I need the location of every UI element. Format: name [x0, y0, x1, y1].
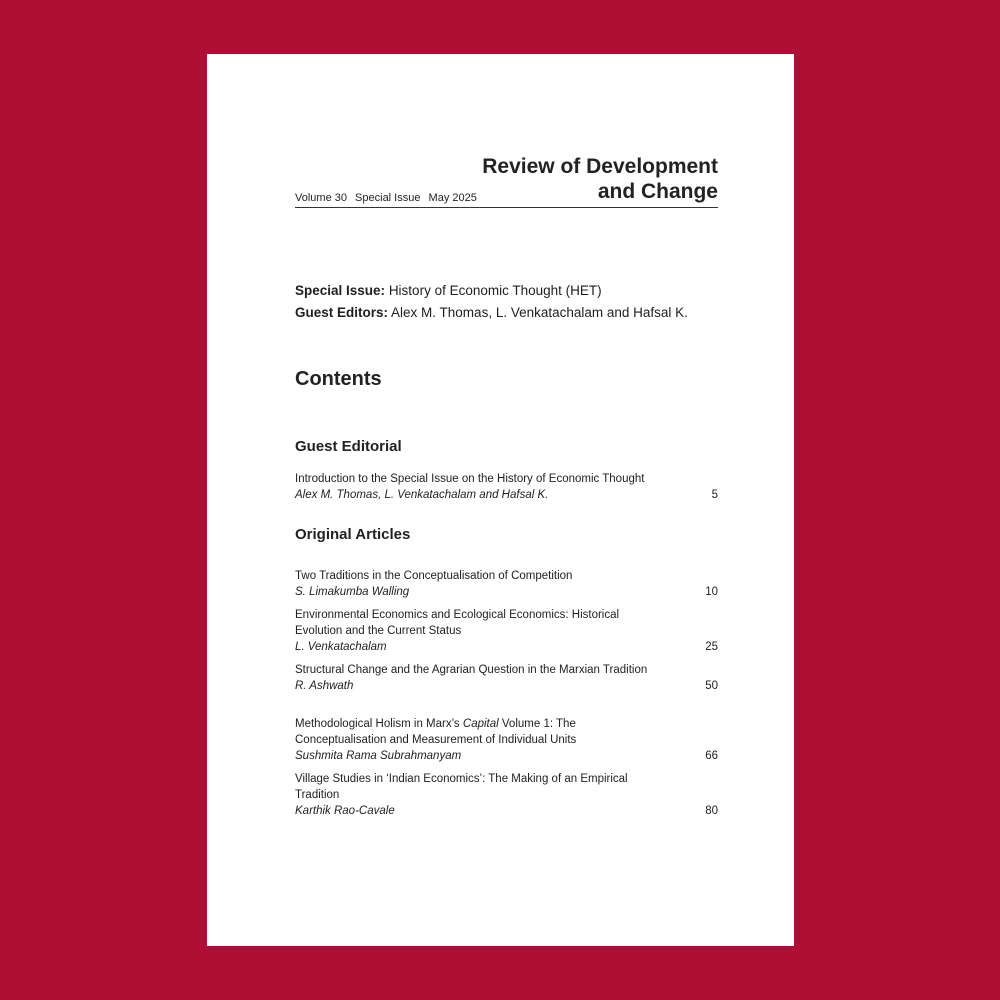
document-page	[207, 54, 794, 946]
special-issue-info	[295, 280, 718, 324]
toc-entry[interactable]	[295, 607, 718, 655]
guest-editorial-heading: Guest Editorial	[295, 438, 402, 455]
toc-entry[interactable]	[295, 662, 718, 694]
volume-label: Volume 30	[295, 192, 347, 204]
masthead	[295, 154, 718, 208]
toc-entry-page: 5	[711, 489, 718, 501]
toc-entry[interactable]	[295, 568, 718, 600]
toc-entry[interactable]	[295, 716, 718, 764]
toc-entry-title: Introduction to the Special Issue on the History of Economic Thought	[295, 473, 645, 485]
journal-title-line-2: and Change	[597, 180, 718, 203]
toc-entry-author: Sushmita Rama Subrahmanyam	[295, 750, 462, 762]
toc-entry-author: Alex M. Thomas, L. Venkatachalam and Hafsal K.	[295, 489, 549, 501]
special-issue-value: History of Economic Thought (HET)	[388, 283, 602, 298]
toc-entry-title: Two Traditions in the Conceptualisation of Competition	[295, 570, 573, 582]
guest-editors-label: Guest Editors:	[295, 305, 389, 320]
toc-entry-page: 66	[705, 750, 718, 762]
toc-entry-title-part: Volume 1: The Conceptualisation and Measurement of Individual Units	[295, 718, 577, 746]
toc-entry-title	[295, 716, 655, 748]
toc-entry-author: L. Venkatachalam	[295, 641, 387, 653]
special-issue-line	[295, 280, 718, 302]
toc-entry-author: Karthik Rao-Cavale	[295, 805, 395, 817]
toc-entry-title: Environmental Economics and Ecological Economics: Historical Evolution and the Current Status	[295, 609, 620, 637]
toc-entry[interactable]	[295, 771, 718, 819]
guest-editors-value: Alex M. Thomas, L. Venkatachalam and Hafsal K.	[391, 305, 688, 320]
toc-entry-title: Village Studies in ‘Indian Economics’: The Making of an Empirical Tradition	[295, 773, 628, 801]
journal-title	[482, 154, 718, 204]
toc-entry-page: 50	[705, 680, 718, 692]
issue-label: Special Issue	[355, 192, 421, 204]
toc-entry-page: 10	[705, 586, 718, 598]
toc-entry-author: S. Limakumba Walling	[295, 586, 410, 598]
toc-entry-author: R. Ashwath	[295, 680, 354, 692]
issue-date: May 2025	[428, 192, 477, 204]
special-issue-label: Special Issue:	[295, 283, 386, 298]
guest-editors-line	[295, 302, 718, 324]
toc-entry-page: 25	[705, 641, 718, 653]
issue-line	[295, 192, 482, 204]
toc-entry-title-emphasis: Capital	[462, 718, 499, 730]
toc-entry-title: Structural Change and the Agrarian Question in the Marxian Tradition	[295, 664, 648, 676]
toc-entry-page: 80	[705, 805, 718, 817]
journal-title-line-1: Review of Development	[482, 155, 718, 178]
toc-entry[interactable]	[295, 471, 718, 503]
toc-entry-title-part: Methodological Holism in Marx’s	[295, 718, 463, 730]
contents-heading: Contents	[295, 368, 382, 390]
original-articles-heading: Original Articles	[295, 526, 411, 543]
